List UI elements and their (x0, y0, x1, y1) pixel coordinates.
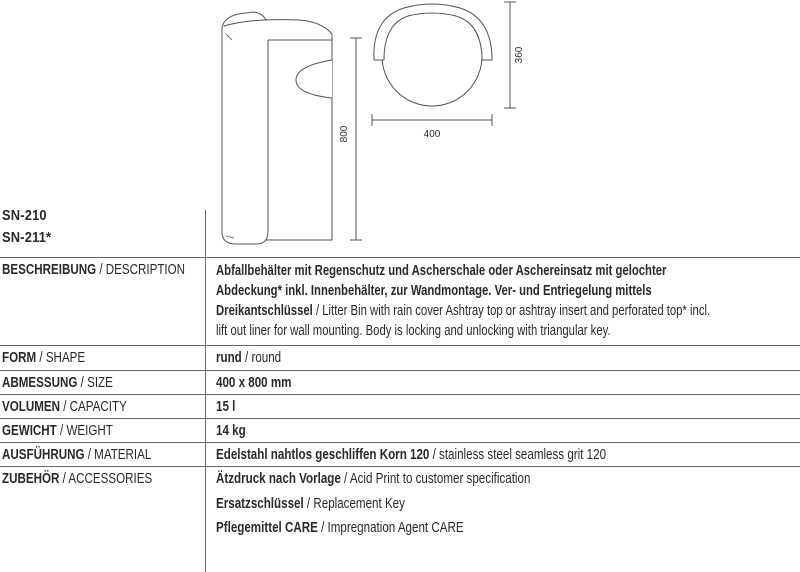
bin-back-bracket (222, 12, 268, 244)
model-number-2: SN-211* (2, 229, 52, 246)
capacity-label: VOLUMEN / CAPACITY (2, 399, 127, 415)
model-number-1: SN-210 (2, 207, 47, 224)
description-line-4: lift out liner for wall mounting. Body is locking and unlocking with triangular key. (216, 323, 611, 339)
description-line-1: Abfallbehälter mit Regenschutz und Ascherschale oder Aschereinsatz mit gelochter (216, 263, 667, 279)
shape-value: rund / round (216, 350, 282, 366)
row-rule (0, 370, 800, 371)
dimension-height-label: 800 (339, 125, 350, 143)
accessory-item-2: Ersatzschlüssel / Replacement Key (216, 496, 405, 512)
column-divider-top (205, 210, 206, 257)
column-divider (205, 258, 206, 572)
row-rule (0, 466, 800, 467)
row-rule (0, 394, 800, 395)
weight-value: 14 kg (216, 423, 246, 439)
description-line-2: Abdeckung* inkl. Innenbehälter, zur Wandmontage. Ver- und Entriegelung mittels (216, 283, 652, 299)
description-label: BESCHREIBUNG / DESCRIPTION (2, 262, 186, 278)
description-text (216, 261, 794, 341)
accessory-item-1: Ätzdruck nach Vorlage / Acid Print to customer specification (216, 471, 531, 487)
weight-label: GEWICHT / WEIGHT (2, 423, 113, 439)
technical-drawing (0, 0, 800, 250)
row-rule (0, 345, 800, 346)
material-label: AUSFÜHRUNG / MATERIAL (2, 447, 152, 463)
table-top-rule (0, 257, 800, 258)
description-line-3: Dreikantschlüssel / Litter Bin with rain cover Ashtray top or ashtray insert and perforated top* incl. (216, 303, 711, 319)
size-value: 400 x 800 mm (216, 375, 292, 391)
shape-label: FORM / SHAPE (2, 350, 86, 366)
row-rule (0, 442, 800, 443)
dimension-depth-label: 360 (514, 46, 525, 64)
dimension-width-label: 400 (423, 129, 441, 140)
accessory-item-3: Pflegemittel CARE / Impregnation Agent CARE (216, 520, 464, 536)
material-value: Edelstahl nahtlos geschliffen Korn 120 / stainless steel seamless grit 120 (216, 447, 607, 463)
accessories-label: ZUBEHÖR / ACCESSORIES (2, 471, 153, 487)
row-rule (0, 418, 800, 419)
size-label: ABMESSUNG / SIZE (2, 375, 113, 391)
capacity-value: 15 l (216, 399, 236, 415)
